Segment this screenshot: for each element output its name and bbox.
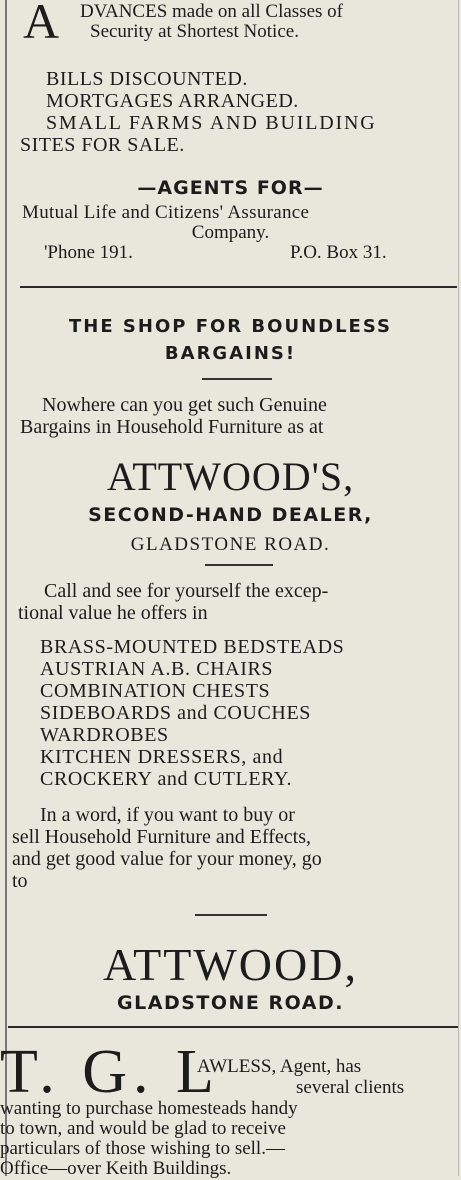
closing-street: GLADSTONE ROAD. xyxy=(117,992,344,1014)
short-rule xyxy=(202,378,272,380)
word-line3: and get good value for your money, go xyxy=(12,848,322,870)
service-mortgages: MORTGAGES ARRANGED. xyxy=(46,90,299,112)
item-sideboards: SIDEBOARDS and COUCHES xyxy=(40,702,312,724)
lawless-line1: AWLESS, Agent, has xyxy=(197,1056,362,1077)
separator-rule xyxy=(8,1026,458,1028)
ad1-line2: Security at Shortest Notice. xyxy=(90,21,299,42)
lawless-line3: wanting to purchase homesteads handy xyxy=(0,1098,298,1119)
shop-heading-line1: THE SHOP FOR BOUNDLESS xyxy=(69,316,392,337)
closing-shop-name: ATTWOOD, xyxy=(103,939,358,990)
item-chests: COMBINATION CHESTS xyxy=(40,680,271,702)
word-line2: sell Household Furniture and Effects, xyxy=(12,826,312,848)
street-line: GLADSTONE ROAD. xyxy=(130,534,331,555)
agency-line1: Mutual Life and Citizens' Assurance xyxy=(22,202,310,223)
lawless-line2: several clients xyxy=(296,1077,405,1098)
call-line2: tional value he offers in xyxy=(18,602,208,624)
short-rule xyxy=(205,564,273,566)
service-bills: BILLS DISCOUNTED. xyxy=(46,68,248,90)
shop-name: ATTWOOD'S, xyxy=(106,454,355,499)
item-wardrobes: WARDROBES xyxy=(40,724,169,746)
item-chairs: AUSTRIAN A.B. CHAIRS xyxy=(40,658,274,680)
separator-rule xyxy=(20,286,457,288)
drop-cap: A xyxy=(23,0,60,49)
agents-heading: —AGENTS FOR— xyxy=(137,177,324,199)
item-bedsteads: BRASS-MOUNTED BEDSTEADS xyxy=(40,636,345,658)
item-dressers: KITCHEN DRESSERS, and xyxy=(40,746,284,768)
intro-line2: Bargains in Household Furniture as at xyxy=(20,416,324,438)
phone-number: 'Phone 191. xyxy=(44,242,133,263)
intro-line1: Nowhere can you get such Genuine xyxy=(42,394,327,416)
agency-line2: Company. xyxy=(191,222,270,243)
shop-heading-line2: BARGAINS! xyxy=(164,343,297,364)
service-sites: SITES FOR SALE. xyxy=(20,134,185,156)
ad1-line1: DVANCES made on all Classes of xyxy=(80,1,343,22)
word-line1: In a word, if you want to buy or xyxy=(40,804,295,826)
lawless-line4: to town, and would be glad to receive xyxy=(0,1118,286,1139)
short-rule xyxy=(195,914,267,916)
item-crockery: CROCKERY and CUTLERY. xyxy=(40,768,293,790)
service-farms: SMALL FARMS AND BUILDING xyxy=(46,112,377,134)
call-line1: Call and see for yourself the excep- xyxy=(44,580,329,602)
lawless-line5: particulars of those wishing to sell.— xyxy=(0,1138,285,1159)
lawless-line6: Office—over Keith Buildings. xyxy=(0,1158,232,1179)
lawless-initials: T. G. L xyxy=(0,1038,220,1106)
word-line4: to xyxy=(12,870,28,892)
trade-line: SECOND-HAND DEALER, xyxy=(88,504,373,526)
po-box: P.O. Box 31. xyxy=(290,242,387,263)
